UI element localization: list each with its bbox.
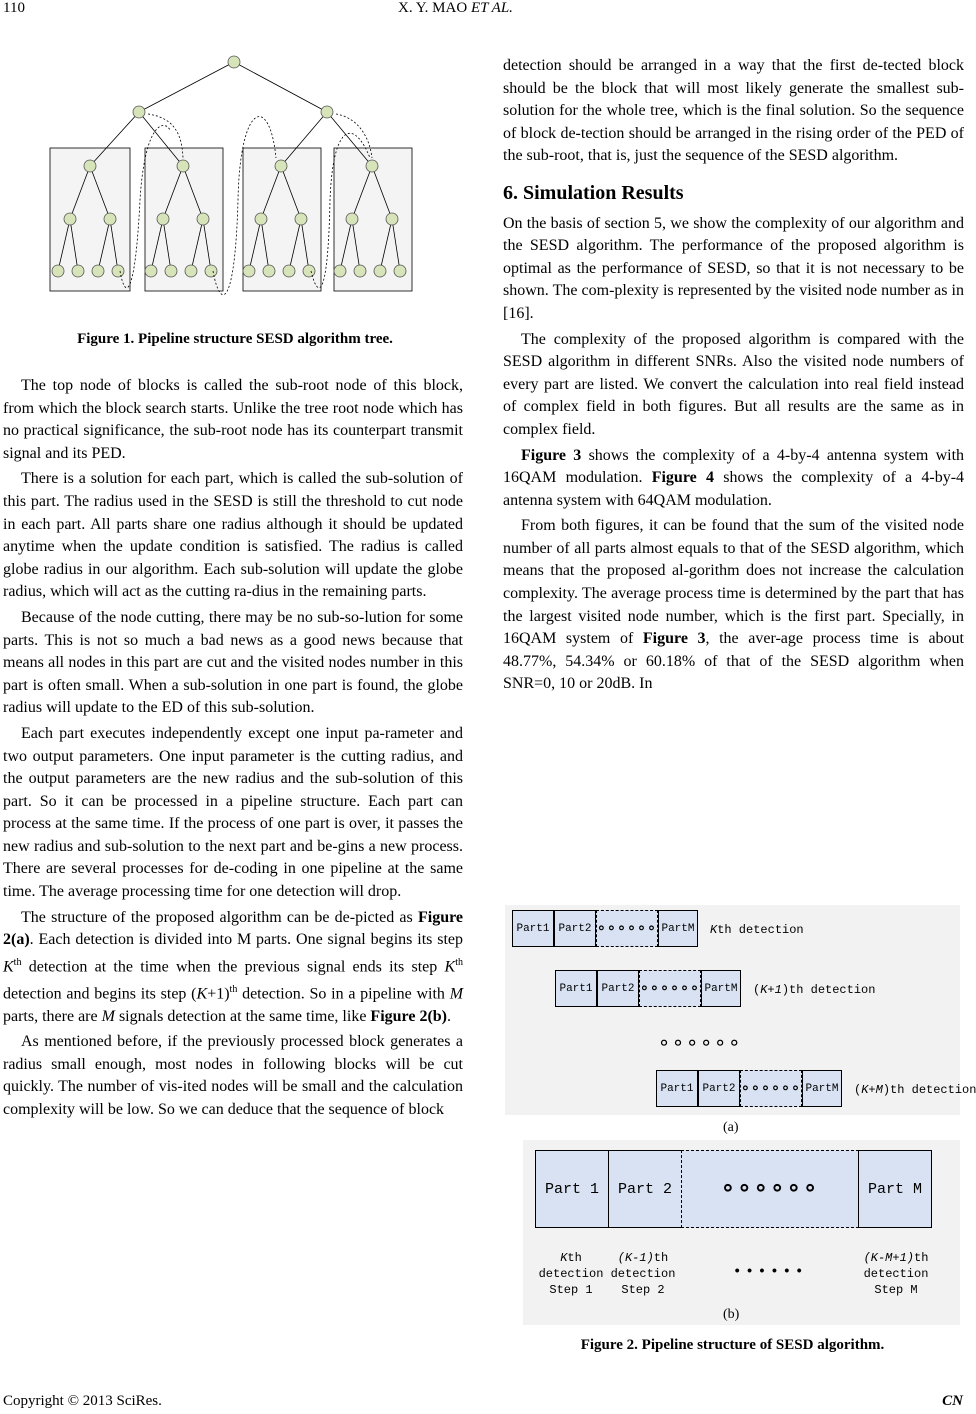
paragraph [503, 445, 964, 513]
figure2a-middle-dots: ∘∘∘∘∘∘ [658, 1033, 743, 1056]
tree-node [334, 265, 346, 277]
text-run: detection. So in a pipeline with [237, 985, 450, 1003]
part-1-box: Part1 [512, 910, 554, 947]
part-1-box: Part1 [555, 970, 597, 1007]
tree-node [374, 265, 386, 277]
step-dots: •••••• [733, 1264, 808, 1280]
paragraph: There is a solution for each part, which is called the sub-solution of this part. The radius used in the SESD is still the threshold to cut node in each part. All parts share one radius although it should be updated anytime when the update condition is satisfied. The radius is called globe radius in our algorithm. Each sub-solution will update the globe radius, which will act as the cutting ra-dius in the remaining parts. [3, 470, 463, 601]
figure-ref: Figure 4 [651, 469, 714, 487]
dots-box: ∘∘∘∘∘∘ [681, 1150, 859, 1228]
text-run: detection [610, 1267, 676, 1281]
text-run: ( [753, 982, 761, 997]
tree-node [275, 160, 287, 172]
paragraph: Because of the node cutting, there may be no sub-so-lution for some parts. This is not so much a bad news as a good news because that means all nodes in this part are cut and the visited nodes number in this part is often small. When a sub-solution in one part is found, the globe radius will update to the ED of this sub-solution. [3, 608, 463, 717]
math-var: K [560, 1251, 568, 1265]
part-m-box: Part M [858, 1150, 932, 1228]
tree-node [165, 265, 177, 277]
tree-node [205, 265, 217, 277]
part-2-box: Part2 [554, 910, 596, 947]
tree-root-node [228, 56, 240, 68]
dots-box: ∘∘∘∘∘∘ [740, 1070, 802, 1107]
tree-node [84, 160, 96, 172]
part-m-box: PartM [802, 1070, 842, 1107]
tree-node [366, 160, 378, 172]
part-2-box: Part2 [597, 970, 639, 1007]
part-1-box: Part1 [656, 1070, 698, 1107]
text-run: , the aver-age process time is about 48.77%, 54.34% or 60.18% of that of the SESD algorithm when SNR=0, 10 or 20dB. In [503, 630, 964, 693]
figure-ref: Figure 3 [642, 630, 706, 648]
tree-node [104, 213, 116, 225]
figure2-caption: Figure 2. Pipeline structure of SESD algorithm. [580, 1337, 885, 1353]
pipeline-row [555, 970, 875, 1009]
tree-node [243, 265, 255, 277]
math-var: K [196, 985, 208, 1003]
text-run: From both figures, it can be found that the sum of the visited node number of all parts almost equals to that of the SESD algorithm, which means that the proposed al-gorithm does not increase the calculation complexity. The average process time is determined by the part that has the largest visited node number, which is the first part. Specially, in 16QAM system of [503, 517, 964, 648]
superscript: th [13, 956, 22, 968]
right-column [503, 55, 964, 699]
text-run: Step M [874, 1283, 918, 1297]
text-run: +1) [207, 985, 230, 1003]
text-run: . Each detection is divided into M parts. One signal begins its step [29, 931, 463, 949]
tree-node [197, 213, 209, 225]
text-run: Step 1 [549, 1283, 593, 1297]
math-var: (K-M+1) [863, 1251, 914, 1265]
journal-abbrev: CN [942, 1393, 963, 1409]
step-1-label [535, 1250, 607, 1298]
text-run: th [914, 1251, 929, 1265]
figure-ref: Figure 2(a) [3, 908, 463, 949]
part-1-box: Part 1 [535, 1150, 609, 1228]
tree-node [303, 265, 315, 277]
pipeline-row [656, 1070, 976, 1109]
left-column [3, 375, 463, 1125]
text-run: th detection [717, 922, 804, 937]
text-run: shows the complexity of a 4-by-4 antenna system with 16QAM modulation. [503, 446, 965, 487]
figure1-tree-diagram [40, 50, 440, 340]
tree-node [177, 160, 189, 172]
tree-node [72, 265, 84, 277]
text-run: signals detection at the same time, like [114, 1007, 371, 1025]
figure-ref: Figure 3 [521, 446, 582, 464]
page-number: 110 [3, 0, 25, 16]
text-run: . [447, 1007, 452, 1025]
paragraph: The complexity of the proposed algorithm is compared with the SESD algorithm in different SNRs. Also the visited node numbers of every part are listed. We convert the calculation into real field instead of complex field in both figures. But all results are the same as in complex field. [503, 330, 964, 438]
text-run: th [653, 1251, 669, 1265]
tree-node [321, 106, 333, 118]
part-m-box: PartM [658, 910, 698, 947]
math-var: K [444, 958, 456, 976]
math-var: K [710, 922, 718, 937]
paragraph: Each part executes independently except one input pa-rameter and two output parameters. One input parameter is the cutting radius, and the output parameters are the new radius and the sub-solution of this part. So it can be processed in a pipeline structure. Each part can process at the same time. If the process of one part is over, it passes the new radius and sub-solution to the next part and be-gins a new process. There are several processes for de-coding in one pipeline at the same time. The average processing time for one detection will drop. [3, 724, 463, 901]
tree-node [346, 213, 358, 225]
figure2b-sublabel: (b) [723, 1307, 740, 1322]
tree-node [283, 265, 295, 277]
detection-label [710, 910, 804, 949]
paragraph [503, 515, 964, 696]
text-run: detection [863, 1267, 929, 1281]
math-var: M [449, 985, 464, 1003]
header-authors: X. Y. MAO [398, 0, 468, 16]
paragraph: detection should be arranged in a way that the first de-tected block should be the block that will most likely generate the smallest sub-solution for the whole tree, which is the final solution. So the sequence of block de-tection should be arranged in the rising order of the PED of the sub-root, that is, just the sequence of the SESD algorithm. [503, 57, 964, 165]
running-header [398, 0, 513, 17]
text-run: th [567, 1251, 582, 1265]
text-run: )th detection [882, 1082, 976, 1097]
part-m-box: PartM [701, 970, 741, 1007]
tree-node [64, 213, 76, 225]
pipeline-row [512, 910, 804, 949]
figure2a-sublabel: (a) [723, 1120, 739, 1135]
figure-ref: Figure 2(b) [370, 1007, 448, 1025]
header-et-al: ET AL. [470, 0, 513, 16]
section-title: 6. Simulation Results [503, 181, 684, 204]
math-var: (K-1) [617, 1251, 654, 1265]
tree-node [255, 213, 267, 225]
tree-node [386, 213, 398, 225]
text-run: detection at the time when the previous signal ends its step [21, 958, 445, 976]
text-run: parts, there are [3, 1007, 102, 1025]
tree-node [354, 265, 366, 277]
text-run: detection and begins its step ( [3, 985, 197, 1003]
math-var: M [101, 1007, 115, 1025]
text-run: shows the complexity of a 4-by-4 antenna system with 64QAM modulation. [503, 469, 965, 509]
copyright: Copyright © 2013 SciRes. [3, 1393, 162, 1409]
paragraph: On the basis of section 5, we show the complexity of our algorithm and the SESD algorithm. The performance of the proposed algorithm is optimal as the performance of SESD, so that it is not necessary to be shown. The com-plexity is represented by the visited node number as in [16]. [503, 214, 964, 322]
math-var: K [3, 958, 14, 976]
paragraph: As mentioned before, if the previously processed block generates a radius small enough, most nodes in following blocks will be cut quickly. The number of vis-ited nodes will be small and the calculation complexity will be low. So we can deduce that the sequence of block [3, 1033, 463, 1119]
text-run: )th detection [781, 982, 876, 997]
tree-node [133, 106, 145, 118]
tree-node [263, 265, 275, 277]
text-run: Step 2 [621, 1283, 665, 1297]
paragraph [3, 907, 463, 1029]
dots-box: ∘∘∘∘∘∘ [639, 970, 701, 1007]
math-var: K+1 [760, 982, 782, 997]
math-var: K+M [861, 1082, 883, 1097]
tree-node [157, 213, 169, 225]
part-2-box: Part 2 [608, 1150, 682, 1228]
tree-node [52, 265, 64, 277]
tree-node [145, 265, 157, 277]
text-run: ( [854, 1082, 862, 1097]
superscript: th [455, 956, 463, 968]
tree-node [92, 265, 104, 277]
tree-node [112, 265, 124, 277]
tree-node [394, 265, 406, 277]
text-run: The structure of the proposed algorithm can be de-picted as [21, 908, 418, 926]
part-2-box: Part2 [698, 1070, 740, 1107]
figure1-caption: Figure 1. Pipeline structure SESD algorithm tree. [77, 331, 393, 347]
step-2-label [605, 1250, 681, 1298]
dots-box: ∘∘∘∘∘∘ [596, 910, 658, 947]
text-run: detection [538, 1267, 604, 1281]
detection-label [753, 970, 875, 1009]
paragraph: The top node of blocks is called the sub-root node of this block, from which the block search starts. Unlike the tree root node which has no practical significance, the sub-root node has its counterpart transmit signal and its PED. [3, 377, 463, 462]
superscript: th [229, 983, 238, 995]
tree-node [295, 213, 307, 225]
step-m-label [858, 1250, 934, 1298]
tree-node [185, 265, 197, 277]
detection-label [854, 1070, 976, 1109]
